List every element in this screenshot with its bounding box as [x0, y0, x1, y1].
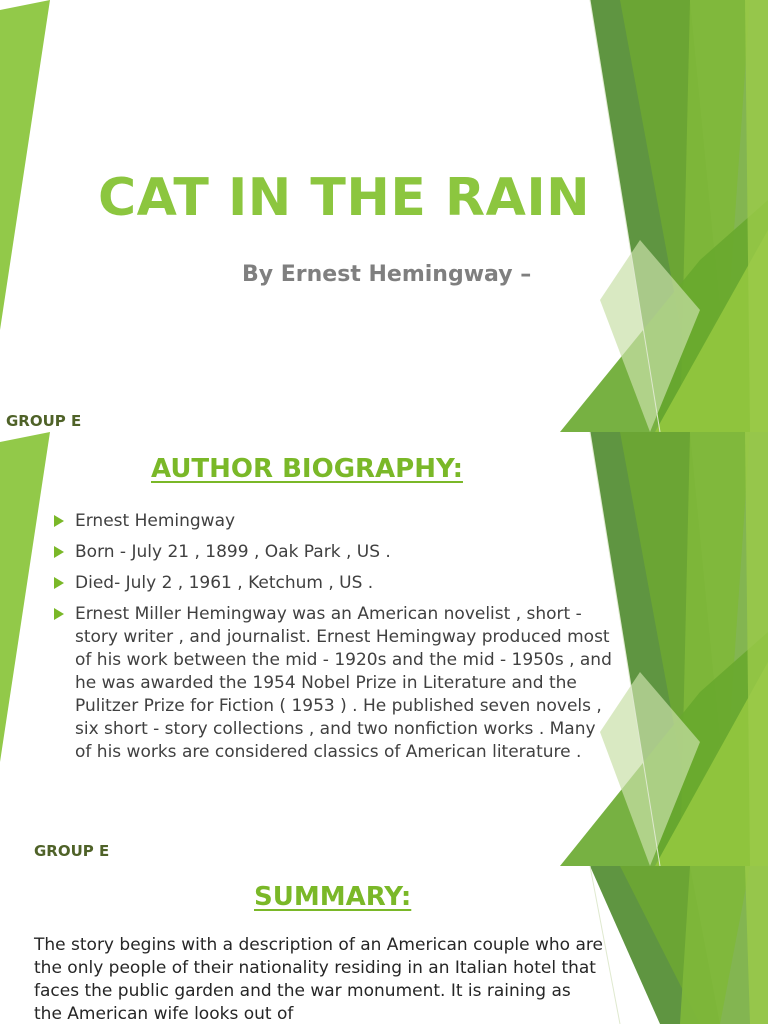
summary-heading: SUMMARY: — [254, 882, 412, 912]
list-item — [54, 572, 614, 595]
summary-paragraph: The story begins with a description of an American couple who are the only people of their nationality residing in an Italian hotel that faces the public garden and the war monument. It is raining as the American wife looks out of — [34, 935, 603, 1024]
bullet-triangle-icon — [54, 577, 64, 589]
slide-summary — [0, 866, 768, 1024]
list-item-text: Born - July 21 , 1899 , Oak Park , US . — [75, 542, 391, 562]
bullet-triangle-icon — [54, 608, 64, 620]
bullet-triangle-icon — [54, 546, 64, 558]
slide-title — [0, 0, 768, 432]
author-subtitle: By Ernest Hemingway – — [242, 262, 532, 287]
list-item — [54, 510, 614, 533]
list-item — [54, 541, 614, 564]
list-item — [54, 603, 614, 764]
biography-heading: AUTHOR BIOGRAPHY: — [151, 454, 463, 484]
group-label: GROUP E — [34, 842, 110, 860]
list-item-text: Ernest Miller Hemingway was an American novelist , short - story writer , and journalist. Ernest Hemingway produced most of his work between the mid - 1920s and the mid - 1950s , and he was awarded the 1954 Nobel Prize in Literature and the Pulitzer Prize for Fiction ( 1953 ) . He published seven novels , six short - story collections , and two nonfiction works . Many of his works are considered classics of American literature . — [75, 604, 612, 762]
group-label: GROUP E — [6, 412, 82, 430]
presentation-title: CAT IN THE RAIN — [98, 168, 591, 228]
biography-list — [54, 510, 614, 772]
list-item-text: Ernest Hemingway — [75, 511, 236, 531]
list-item-text: Died- July 2 , 1961 , Ketchum , US . — [75, 573, 374, 593]
bullet-triangle-icon — [54, 515, 64, 527]
slide-author-biography — [0, 432, 768, 866]
